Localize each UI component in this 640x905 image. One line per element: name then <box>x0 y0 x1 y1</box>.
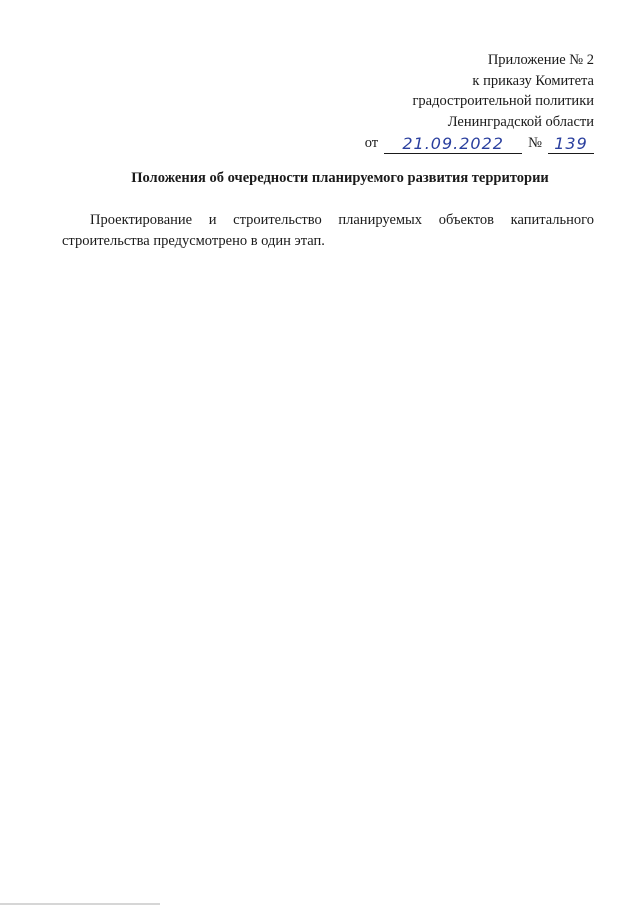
date-prefix: от <box>364 135 379 151</box>
order-date-line <box>294 133 594 154</box>
order-reference: к приказу Комитета <box>472 72 594 89</box>
document-title: Положения об очередности планируемого развития территории <box>131 170 549 186</box>
order-number-handwritten: 139 <box>554 133 588 153</box>
appendix-header <box>294 50 594 154</box>
paragraph-line-1: Проектирование и строительство планируемых объектов капитального <box>90 212 594 228</box>
committee-name: градостроительной политики <box>412 93 594 109</box>
body-paragraph <box>62 210 594 252</box>
order-date-field <box>384 135 522 154</box>
region-name: Ленинградской области <box>447 113 594 130</box>
paragraph-line-2: строительства предусмотрено в один этап. <box>62 233 325 249</box>
order-date-handwritten: 21.09.2022 <box>402 133 504 153</box>
appendix-number: Приложение № 2 <box>487 52 594 68</box>
number-sign: № <box>528 135 542 151</box>
order-number-field <box>548 135 594 154</box>
